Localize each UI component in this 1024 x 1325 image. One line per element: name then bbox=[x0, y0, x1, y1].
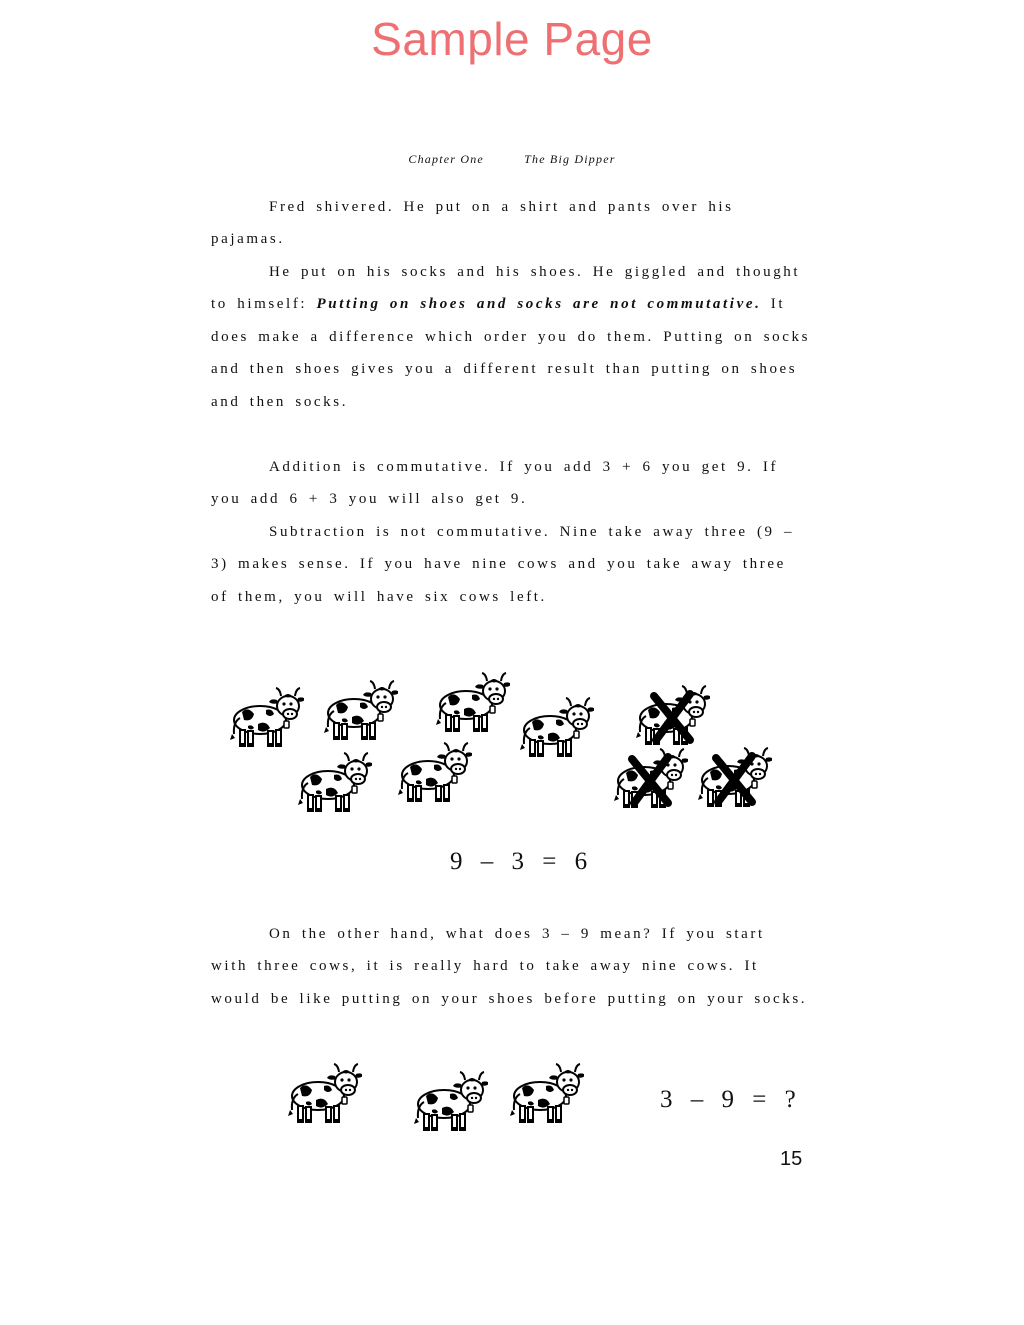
chapter-title: The Big Dipper bbox=[524, 152, 616, 166]
sample-page-watermark: Sample Page bbox=[371, 13, 653, 65]
cow-icon bbox=[432, 669, 510, 735]
paragraph-1-text: Fred shivered. He put on a shirt and pants over his pajamas. bbox=[211, 199, 734, 248]
cow-icon-crossed-out bbox=[610, 745, 688, 811]
paragraph-4 bbox=[211, 516, 811, 613]
paragraph-1 bbox=[211, 191, 811, 256]
paragraph-2-text-a: He put on his socks and his shoes. He giggled and thought to himself: bbox=[211, 264, 801, 313]
cow-icon bbox=[506, 1060, 584, 1126]
cow-icon bbox=[516, 694, 594, 760]
running-head bbox=[0, 152, 1024, 167]
paragraph-3 bbox=[211, 451, 811, 516]
cow-icon-crossed-out bbox=[694, 744, 772, 810]
cow-icon bbox=[394, 739, 472, 805]
paragraph-5-text: On the other hand, what does 3 – 9 mean? If you start with three cows, it is really hard to take away nine cows. It would be like putting on your shoes before putting on your socks. bbox=[211, 926, 808, 1007]
cow-icon bbox=[284, 1060, 362, 1126]
cow-icon bbox=[320, 677, 398, 743]
cow-icon-crossed-out bbox=[632, 682, 710, 748]
chapter-label: Chapter One bbox=[408, 152, 484, 166]
paragraph-4-text: Subtraction is not commutative. Nine take away three (9 – 3) makes sense. If you have nine cows and you take away three of them, you will have six cows left. bbox=[211, 524, 795, 605]
paragraph-5 bbox=[211, 918, 811, 1015]
paragraph-2-italic: Putting on shoes and socks are not commutative. bbox=[316, 296, 762, 313]
paragraph-2 bbox=[211, 256, 811, 418]
cow-icon bbox=[226, 684, 304, 750]
equation-nine-minus-three: 9 – 3 = 6 bbox=[450, 848, 591, 875]
cow-icon bbox=[294, 749, 372, 815]
cow-icon bbox=[410, 1068, 488, 1134]
equation-three-minus-nine: 3 – 9 = ? bbox=[660, 1086, 799, 1113]
page-number: 15 bbox=[780, 1148, 803, 1170]
paragraph-2-text-b: It does make a difference which order you do them. Putting on socks and then shoes gives you a different result than putting on shoes and then socks. bbox=[211, 296, 811, 410]
paragraph-3-text: Addition is commutative. If you add 3 + 6 you get 9. If you add 6 + 3 you will also get 9. bbox=[211, 459, 779, 508]
